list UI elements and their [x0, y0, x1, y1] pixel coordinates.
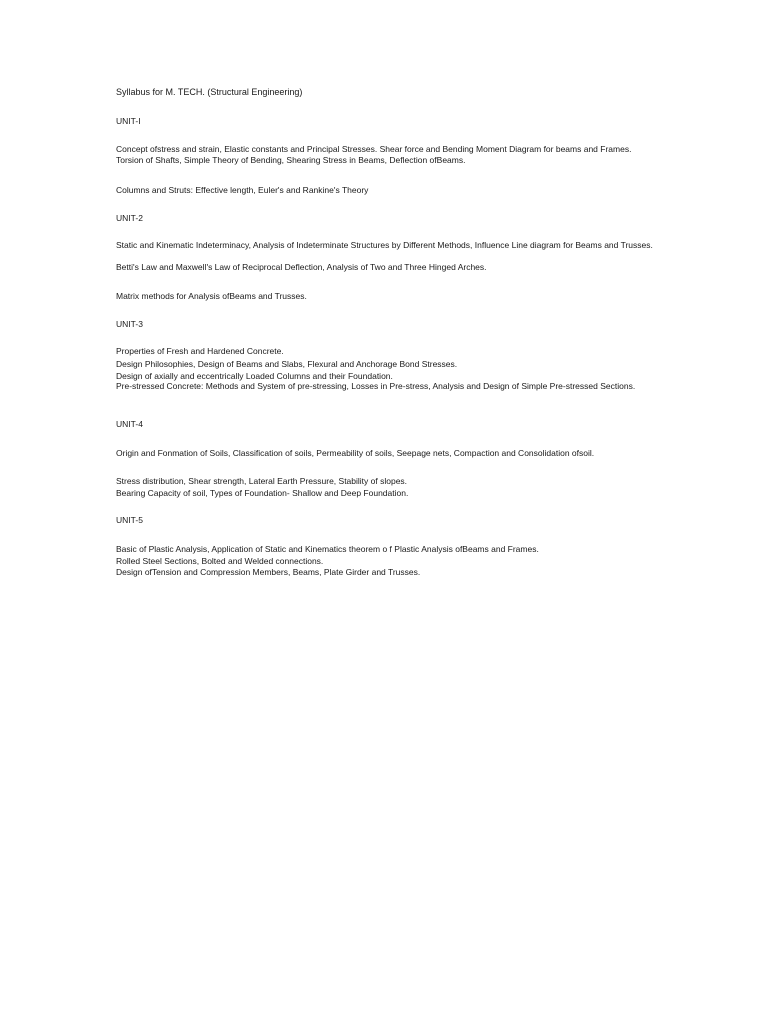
unit-2-paragraph-1-line-1: Static and Kinematic Indeterminacy, Analysis of Indeterminate Structures by Different Methods, Influence Line diagram for Beams and Trusses.	[116, 240, 653, 250]
unit-5-line-2: Rolled Steel Sections, Bolted and Welded connections.	[116, 556, 324, 566]
unit-3-line-3: Design of axially and eccentrically Loaded Columns and their Foundation.	[116, 371, 393, 381]
unit-3-heading: UNIT-3	[116, 319, 143, 329]
unit-3-line-4: Pre-stressed Concrete: Methods and System of pre-stressing, Losses in Pre-stress, Analysis and Design of Simple Pre-stressed Sections.	[116, 381, 636, 391]
unit-2-heading: UNIT-2	[116, 213, 143, 223]
unit-3-line-2: Design Philosophies, Design of Beams and Slabs, Flexural and Anchorage Bond Stresses.	[116, 359, 458, 369]
unit-5-line-1: Basic of Plastic Analysis, Application of Static and Kinematics theorem o f Plastic Analysis ofBeams and Frames.	[116, 544, 539, 554]
unit-4-heading: UNIT-4	[116, 419, 143, 429]
unit-4-paragraph-2-line-1: Stress distribution, Shear strength, Lateral Earth Pressure, Stability of slopes.	[116, 476, 408, 486]
unit-4-paragraph-1: Origin and Fonmation of Soils, Classification of soils, Permeability of soils, Seepage nets, Compaction and Consolidation ofsoil.	[116, 448, 595, 458]
unit-1-heading: UNIT-I	[116, 116, 141, 126]
unit-5-line-3: Design ofTension and Compression Members, Beams, Plate Girder and Trusses.	[116, 567, 421, 577]
unit-2-paragraph-2: Matrix methods for Analysis ofBeams and Trusses.	[116, 291, 307, 301]
unit-1-paragraph-1: Concept ofstress and strain, Elastic constants and Principal Stresses. Shear force and Bending Moment Diagram for beams and Frames. Torsion of Shafts, Simple Theory of Bending, Shearing Stress in Beams, Deflection ofBeams.	[116, 144, 632, 165]
unit-1-paragraph-2: Columns and Struts: Effective length, Euler's and Rankine's Theory	[116, 185, 369, 195]
unit-4-paragraph-2-line-2: Bearing Capacity of soil, Types of Foundation- Shallow and Deep Foundation.	[116, 488, 409, 498]
page-title: Syllabus for M. TECH. (Structural Engineering)	[116, 87, 303, 97]
unit-2-paragraph-1-line-2: Betti's Law and Maxwell's Law of Reciprocal Deflection, Analysis of Two and Three Hinged Arches.	[116, 262, 487, 272]
unit-5-heading: UNIT-5	[116, 515, 143, 525]
unit-3-line-1: Properties of Fresh and Hardened Concrete.	[116, 346, 284, 356]
